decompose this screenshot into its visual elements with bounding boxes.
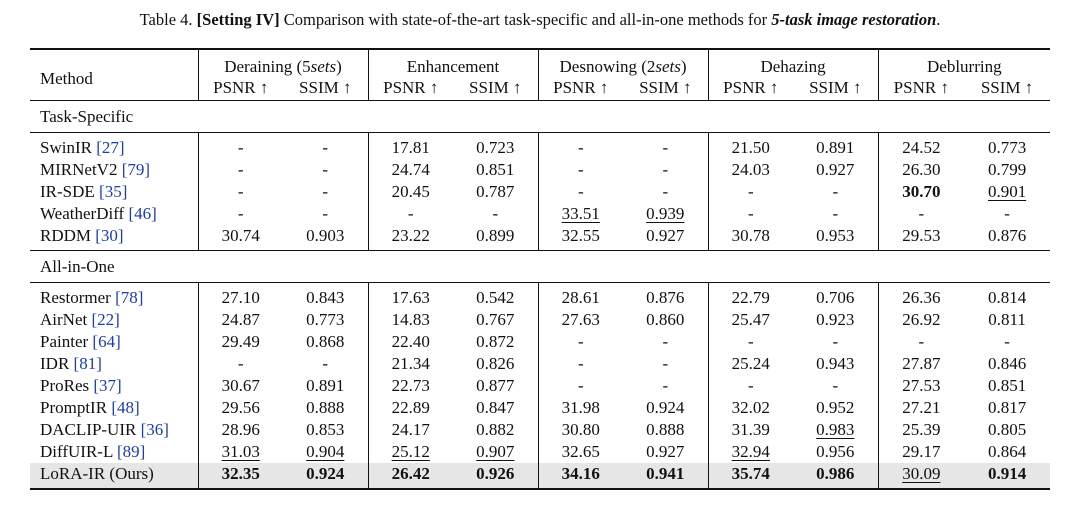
ssim-header: SSIM ↑ xyxy=(809,78,862,97)
ssim-value: 0.943 xyxy=(816,354,855,373)
psnr-value: 26.30 xyxy=(878,159,964,181)
method-label: MIRNetV2 xyxy=(40,160,122,179)
psnr-value: 30.78 xyxy=(708,225,793,251)
psnr-value: 28.61 xyxy=(538,283,623,310)
ssim-value: 0.860 xyxy=(646,310,685,329)
ssim-header: SSIM ↑ xyxy=(980,78,1034,97)
ssim-value: 0.847 xyxy=(476,398,515,417)
ssim-value: 0.868 xyxy=(306,332,345,351)
psnr-value: 27.53 xyxy=(878,375,964,397)
ssim-value: 0.817 xyxy=(987,398,1027,417)
task-header-deblurring: Deblurring xyxy=(878,49,1050,77)
ssim-value: 0.851 xyxy=(476,160,515,179)
task-header-desnowing: Desnowing (2sets) xyxy=(538,49,708,77)
ssim-value: 0.927 xyxy=(646,442,685,461)
method-name xyxy=(30,441,198,463)
caption-suffix: . xyxy=(936,10,941,29)
ssim-value: 0.953 xyxy=(816,226,855,245)
psnr-header: PSNR ↑ xyxy=(708,77,793,101)
ssim-value: 0.888 xyxy=(646,420,685,439)
psnr-value: 26.92 xyxy=(878,309,964,331)
psnr-value: 27.10 xyxy=(198,283,283,310)
psnr-value: 31.03 xyxy=(198,441,283,463)
method-name xyxy=(30,463,198,489)
ssim-value: 0.983 xyxy=(816,420,855,439)
psnr-value: 32.02 xyxy=(708,397,793,419)
task-header-deraining: Deraining (5sets) xyxy=(198,49,368,77)
psnr-value: 34.16 xyxy=(538,463,623,489)
psnr-header: PSNR ↑ xyxy=(368,77,453,101)
ssim-value: 0.923 xyxy=(816,310,855,329)
ssim-value: 0.924 xyxy=(646,398,685,417)
psnr-value: - xyxy=(708,375,793,397)
method-label: Painter xyxy=(40,332,93,351)
ssim-value: 0.901 xyxy=(987,182,1027,201)
psnr-header: PSNR ↑ xyxy=(878,77,964,101)
psnr-value: 22.79 xyxy=(708,283,793,310)
table-row xyxy=(30,133,1050,160)
ssim-value: 0.926 xyxy=(453,463,538,489)
method-label: Restormer xyxy=(40,288,116,307)
method-label: IDR xyxy=(40,354,74,373)
table-row xyxy=(30,419,1050,441)
psnr-value: 26.36 xyxy=(878,283,964,310)
ssim-header: SSIM ↑ xyxy=(469,78,522,97)
citation-link[interactable]: [78] xyxy=(115,288,144,307)
ssim-value: - xyxy=(322,204,329,223)
method-name xyxy=(30,419,198,441)
ssim-value: - xyxy=(662,160,669,179)
method-name xyxy=(30,203,198,225)
method-name xyxy=(30,225,198,251)
psnr-value: 35.74 xyxy=(708,463,793,489)
method-label: ProRes xyxy=(40,376,94,395)
ssim-value: 0.767 xyxy=(476,310,515,329)
ssim-value: 0.811 xyxy=(988,310,1026,329)
psnr-value: - xyxy=(878,203,964,225)
ssim-value: 0.877 xyxy=(476,376,515,395)
method-name xyxy=(30,353,198,375)
table-row xyxy=(30,441,1050,463)
psnr-value: - xyxy=(198,353,283,375)
psnr-value: - xyxy=(708,181,793,203)
ssim-value: - xyxy=(1004,204,1010,223)
psnr-value: 30.74 xyxy=(198,225,283,251)
psnr-value: 17.81 xyxy=(368,133,453,160)
ssim-value: 0.805 xyxy=(987,420,1027,439)
ssim-value: 0.899 xyxy=(476,226,515,245)
method-label: RDDM xyxy=(40,226,96,245)
ssim-value: 0.876 xyxy=(987,226,1027,245)
psnr-value: - xyxy=(198,133,283,160)
psnr-value: 24.03 xyxy=(708,159,793,181)
table-row-ours xyxy=(30,463,1050,489)
psnr-value: - xyxy=(538,331,623,353)
psnr-value: - xyxy=(198,203,283,225)
psnr-value: 21.50 xyxy=(708,133,793,160)
ssim-value: 0.542 xyxy=(476,288,515,307)
method-name xyxy=(30,375,198,397)
task-header-dehazing: Dehazing xyxy=(708,49,878,77)
method-label: DACLIP-UIR xyxy=(40,420,141,439)
citation-link[interactable]: [64] xyxy=(92,332,121,351)
method-name xyxy=(30,133,198,160)
citation-link[interactable]: [46] xyxy=(128,204,157,223)
ssim-value: 0.986 xyxy=(793,463,878,489)
psnr-value: 24.74 xyxy=(368,159,453,181)
psnr-value: 31.98 xyxy=(538,397,623,419)
ssim-value: 0.939 xyxy=(646,204,685,223)
ssim-value: 0.914 xyxy=(964,463,1050,489)
ssim-value: 0.773 xyxy=(306,310,345,329)
method-label: PromptIR xyxy=(40,398,112,417)
table-row xyxy=(30,309,1050,331)
ssim-value: 0.927 xyxy=(646,226,685,245)
caption-middle: Comparison with state-of-the-art task-specific and all-in-one methods for xyxy=(279,10,772,29)
psnr-value: 23.22 xyxy=(368,225,453,251)
psnr-value: 32.55 xyxy=(538,225,623,251)
ssim-value: 0.876 xyxy=(646,288,685,307)
psnr-value: 14.83 xyxy=(368,309,453,331)
ssim-value: 0.853 xyxy=(306,420,345,439)
method-label: LoRA-IR (Ours) xyxy=(40,464,154,483)
ssim-value: 0.941 xyxy=(623,463,708,489)
psnr-value: 29.53 xyxy=(878,225,964,251)
psnr-value: 27.21 xyxy=(878,397,964,419)
table-row xyxy=(30,225,1050,251)
psnr-value: 28.96 xyxy=(198,419,283,441)
psnr-value: - xyxy=(538,159,623,181)
citation-link[interactable]: [27] xyxy=(96,138,125,157)
ssim-value: 0.888 xyxy=(306,398,345,417)
psnr-value: 25.24 xyxy=(708,353,793,375)
psnr-value: - xyxy=(368,203,453,225)
method-name xyxy=(30,283,198,310)
psnr-header: PSNR ↑ xyxy=(198,77,283,101)
table-caption xyxy=(0,10,1080,30)
ssim-value: - xyxy=(322,160,329,179)
ssim-value: - xyxy=(662,376,669,395)
psnr-value: 24.52 xyxy=(878,133,964,160)
citation-link[interactable]: [89] xyxy=(116,442,146,461)
section-title: Task-Specific xyxy=(40,107,134,126)
psnr-value: 27.87 xyxy=(878,353,964,375)
results-table xyxy=(30,48,1050,490)
table-row xyxy=(30,181,1050,203)
ssim-value: 0.927 xyxy=(816,160,855,179)
ssim-value: - xyxy=(662,354,669,373)
psnr-value: - xyxy=(708,331,793,353)
psnr-value: - xyxy=(538,181,623,203)
task-header-enhancement: Enhancement xyxy=(368,49,538,77)
psnr-value: - xyxy=(198,181,283,203)
ssim-value: - xyxy=(662,182,669,201)
method-name xyxy=(30,181,198,203)
method-name xyxy=(30,397,198,419)
psnr-value: 29.49 xyxy=(198,331,283,353)
psnr-value: 21.34 xyxy=(368,353,453,375)
ssim-value: - xyxy=(832,376,839,395)
psnr-value: - xyxy=(708,203,793,225)
psnr-value: 30.67 xyxy=(198,375,283,397)
ssim-value: 0.773 xyxy=(987,138,1027,157)
psnr-value: 25.47 xyxy=(708,309,793,331)
psnr-value: 22.73 xyxy=(368,375,453,397)
ssim-value: 0.891 xyxy=(306,376,345,395)
psnr-value: 32.94 xyxy=(708,441,793,463)
ssim-value: 0.814 xyxy=(987,288,1027,307)
psnr-value: 30.09 xyxy=(878,463,964,489)
caption-prefix: Table 4. xyxy=(139,10,197,29)
section-title: All-in-One xyxy=(40,257,115,276)
table-row xyxy=(30,203,1050,225)
psnr-value: 22.40 xyxy=(368,331,453,353)
citation-link[interactable]: [37] xyxy=(93,376,122,395)
citation-link[interactable]: [79] xyxy=(121,160,151,179)
table-row xyxy=(30,397,1050,419)
ssim-value: 0.891 xyxy=(816,138,855,157)
ssim-value: 0.826 xyxy=(476,354,515,373)
ssim-value: 0.904 xyxy=(306,442,345,461)
psnr-value: - xyxy=(538,353,623,375)
psnr-value: 32.35 xyxy=(198,463,283,489)
psnr-value: 22.89 xyxy=(368,397,453,419)
ssim-value: 0.787 xyxy=(476,182,515,201)
caption-task: 5-task image restoration xyxy=(771,10,937,29)
ssim-value: 0.864 xyxy=(987,442,1027,461)
ssim-value: 0.799 xyxy=(987,160,1027,179)
psnr-value: 30.80 xyxy=(538,419,623,441)
psnr-value: - xyxy=(198,159,283,181)
ssim-value: 0.907 xyxy=(476,442,515,461)
ssim-value: 0.872 xyxy=(476,332,515,351)
caption-setting: [Setting IV] xyxy=(196,10,280,29)
ssim-value: 0.956 xyxy=(816,442,855,461)
ssim-value: - xyxy=(832,332,839,351)
method-name xyxy=(30,309,198,331)
psnr-value: 33.51 xyxy=(538,203,623,225)
ssim-value: - xyxy=(662,138,669,157)
ssim-value: 0.723 xyxy=(476,138,515,157)
ssim-value: 0.924 xyxy=(283,463,368,489)
psnr-value: 17.63 xyxy=(368,283,453,310)
citation-link[interactable]: [36] xyxy=(140,420,169,439)
section-row xyxy=(30,251,1050,283)
ssim-value: 0.903 xyxy=(306,226,345,245)
psnr-value: 27.63 xyxy=(538,309,623,331)
table-row xyxy=(30,353,1050,375)
method-name xyxy=(30,159,198,181)
psnr-value: 29.17 xyxy=(878,441,964,463)
psnr-value: - xyxy=(878,331,964,353)
table-row xyxy=(30,375,1050,397)
psnr-value: 29.56 xyxy=(198,397,283,419)
psnr-value: 30.70 xyxy=(878,181,964,203)
ssim-value: - xyxy=(832,182,839,201)
psnr-value: 26.42 xyxy=(368,463,453,489)
ssim-value: 0.952 xyxy=(816,398,855,417)
method-label: IR-SDE xyxy=(40,182,100,201)
ssim-header: SSIM ↑ xyxy=(639,78,692,97)
ssim-value: 0.846 xyxy=(987,354,1027,373)
ssim-value: 0.882 xyxy=(476,420,515,439)
psnr-value: 24.87 xyxy=(198,309,283,331)
ssim-value: - xyxy=(322,354,329,373)
ssim-value: - xyxy=(492,204,499,223)
ssim-value: - xyxy=(322,138,329,157)
psnr-value: 31.39 xyxy=(708,419,793,441)
psnr-value: 20.45 xyxy=(368,181,453,203)
method-label: WeatherDiff xyxy=(40,204,129,223)
ssim-value: 0.851 xyxy=(987,376,1027,395)
table-row xyxy=(30,283,1050,310)
citation-link[interactable]: [30] xyxy=(95,226,124,245)
psnr-header: PSNR ↑ xyxy=(538,77,623,101)
citation-link[interactable]: [81] xyxy=(73,354,102,373)
header-row-tasks xyxy=(30,49,1050,77)
psnr-value: 25.39 xyxy=(878,419,964,441)
method-label: AirNet xyxy=(40,310,92,329)
psnr-value: 24.17 xyxy=(368,419,453,441)
section-row xyxy=(30,101,1050,133)
method-header: Method xyxy=(40,68,93,88)
method-label: SwinIR xyxy=(40,138,97,157)
table-row xyxy=(30,331,1050,353)
citation-link[interactable]: [22] xyxy=(91,310,120,329)
psnr-value: 32.65 xyxy=(538,441,623,463)
ssim-value: - xyxy=(1004,332,1010,351)
psnr-value: - xyxy=(538,133,623,160)
ssim-value: 0.843 xyxy=(306,288,345,307)
ssim-header: SSIM ↑ xyxy=(299,78,352,97)
citation-link[interactable]: [35] xyxy=(99,182,128,201)
ssim-value: - xyxy=(832,204,839,223)
ssim-value: - xyxy=(662,332,669,351)
ssim-value: 0.706 xyxy=(816,288,855,307)
psnr-value: 25.12 xyxy=(368,441,453,463)
method-name xyxy=(30,331,198,353)
method-label: DiffUIR-L xyxy=(40,442,117,461)
psnr-value: - xyxy=(538,375,623,397)
ssim-value: - xyxy=(322,182,329,201)
citation-link[interactable]: [48] xyxy=(111,398,140,417)
table-row xyxy=(30,159,1050,181)
